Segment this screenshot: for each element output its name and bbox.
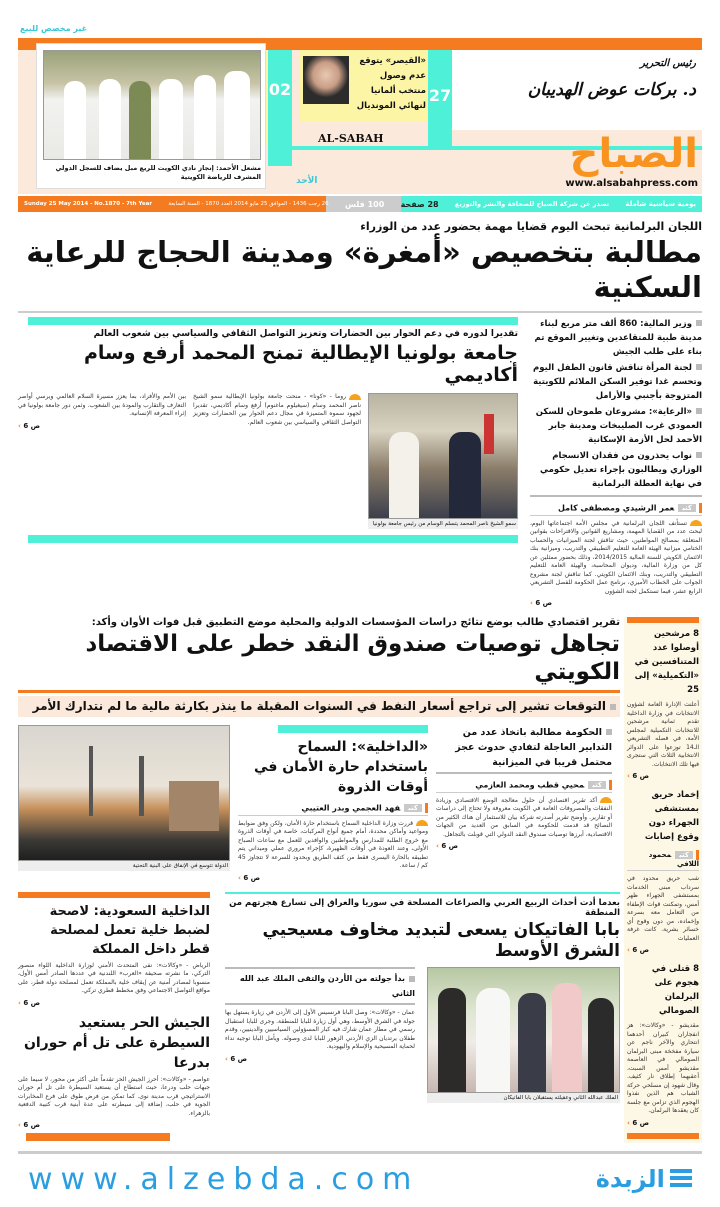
kaiser-title: «القيصر» يتوقع عدم وصول منتخب ألمانيا لنهائي المونديال (356, 56, 426, 111)
pope-bullet: بدأ جولته من الأردن والتقى الملك عبد الله الثاني (239, 974, 415, 999)
page-ref[interactable]: ‹ ص 6 (238, 873, 261, 882)
imf-kicker: تقرير اقتصادي طالب بوضع نتائج دراسات المؤسسات الدولية والمحلية موضع التطبيق قبل فوات الأوان وأكد: (91, 617, 620, 629)
imf-headline[interactable]: تجاهل توصيات صندوق النقد خطر على الاقتصاد الكويتي (85, 631, 620, 685)
bullet-item[interactable]: نواب يحذرون من فقدان الانسجام الوزاري ويطالبون بإجراء تعديل حكومي في نهاية العطلة البرلمانية (540, 450, 702, 489)
pope-kicker: بعدما أدت أحداث الربيع العربي والصراعات المسلحة في سوريا والعراق إلى تسارع هجرتهم من المنطقة (229, 897, 620, 919)
editor-label: رئيس التحرير (640, 58, 696, 69)
editor-name: د. بركات عوض الهديبان (527, 80, 696, 100)
logo-ar: الصباح (569, 131, 698, 177)
day-label: الأحد (296, 176, 318, 186)
not-for-sale-label: غير مخصص للبيع (20, 24, 88, 33)
page-ref[interactable]: ‹ ص 6 (627, 1118, 650, 1127)
tagline: يومية سياسية شاملة (625, 200, 696, 208)
lead-byline: كتبعمر الرشيدي ومصطفى كامل (530, 501, 702, 516)
date-en: Sunday 25 May 2014 - No.1870 - 7th Year (24, 201, 153, 207)
bologna-photo (368, 393, 518, 519)
teaser-caption: مشعل الأحمد: إنجاز نادي الكويت للريع مبل يضاف للسجل الدولي المشرف للرياضة الكويتية (55, 164, 261, 181)
teaser-photo (43, 50, 261, 160)
header (0, 0, 720, 218)
page-ref[interactable]: ‹ ص 6 (530, 599, 553, 608)
right-sidebar (624, 617, 702, 1143)
sidebar-body-3: مقديشو - «وكالات»: هز انفجاران كبيران أحدهما انتحاري والآخر ناجم عن سيارة مفخخة مبنى البرلمان الصومالي في العاصمة مقديشو أمس السبت، أعقبهما إطلاق نار كثيف. وقال شهود إن مسلحي حركة الشباب هم الذين نفذوا الهجوم الذي تزامن مع جلسة كان يعقدها البرلمان. (627, 1022, 699, 1115)
teaser-page-27[interactable] (428, 50, 452, 150)
syria-body: عواصم - «وكالات»: أحرز الجيش الحر تقدماً على أكثر من محور، لا سيما على جبهات حلب ودرعا، حيث استطاع أن يستعيد السيطرة على تل أم حوران الاستراتيجي قرب مدينة نوى. كما تمكن من فرض طوق على فرع المخابرات الجوية في حلب، إضافة إلى سيطرته على عدة أبنية قرب كتيبة الدفعية بالزهراء. (18, 1075, 210, 1117)
date-bar (18, 196, 702, 212)
footer-logo: الزبدة (596, 1165, 692, 1193)
page-ref[interactable]: ‹ ص 6 (627, 772, 650, 781)
bullet-item[interactable]: وزير المالية: 860 ألف متر مربع لبناء مدينة طبية للمتقاعدين وتغيير الموقع تم بناء على طلب الجيش (534, 318, 702, 357)
teaser-page-02[interactable] (268, 50, 292, 166)
refinery-photo (18, 725, 230, 861)
bullet-item[interactable]: «الرعاية»: مشروعان طموحان للسكن العمودي غرب الصليبخات ومدينة جابر الأحمد لحل الأزمة الإسكانية (535, 406, 702, 445)
masthead (18, 38, 702, 194)
sidebar-byline-2: كتبمحمود اللافي (627, 848, 699, 871)
pope-caption: الملك عبدالله الثاني وعقيلته يستقبلان بابا الفاتيكان (427, 1093, 620, 1103)
menu-lines-icon (670, 1169, 692, 1189)
interior-headline[interactable]: «الداخلية»: السماح باستخدام حارة الأمان في أوقات الذروة (254, 738, 428, 795)
sidebar-headline-3[interactable]: 8 قتلى في هجوم على البرلمان الصومالي (651, 964, 699, 1017)
page-ref[interactable]: ‹ ص 6 (627, 946, 650, 955)
bologna-kicker: تقديرا لدوره في دعم الحوار بين الحضارات وتعزيز التواصل الثقافي والسياسي بين شعوب العالم (93, 328, 518, 339)
accent-bar (28, 317, 518, 325)
imf-deck: التوقعات تشير إلى تراجع أسعار النفط في السنوات المقبلة ما ينذر بكارثة مالية ما لم نتدارك الأمر (18, 696, 620, 716)
sidebar-body-2: شب حريق محدود في سرداب مبنى الخدمات بمستشفى الجهراء ظهر أمس، وتمكنت قوات الإطفاء من التعامل معه بسرعة وإخماده، من دون وقوع أي خسائر بشرية. كانت غرفة العمليات (627, 875, 699, 942)
teaser-photo-frame[interactable] (36, 43, 266, 189)
pope-body: عمان - «وكالات»: وصل البابا فرنسيس الأول إلى الأردن في زيارة يستهل بها جولة في الشرق الأوسط، وهي أول زيارة للبابا للمنطقة. وجرى للبابا استقبال رسمي في مطار عمان شارك فيه كبار المسؤولين السياسيين والدينيين، وقدم طفلان يرتديان الزي الأردني الزهور للبابا لدى وصوله. ويأمل البابا توجيه نداء لحماية المسيحية والإسلام واليهودية. (225, 1009, 415, 1051)
teaser-kaiser[interactable] (300, 50, 428, 122)
sidebar-headline-2[interactable]: إخماد حريق بمستشفى الجهراء دون وقوع إصابات (644, 790, 699, 843)
page-number: 27 (428, 86, 452, 105)
page-number: 02 (268, 80, 292, 99)
page-ref[interactable]: ‹ ص 6 (18, 1121, 41, 1130)
publisher: تصدر عن شركة الصباح للصحافة والنشر والتوزيع (454, 200, 610, 208)
lead-body: تستأنف اللجان البرلمانية في مجلس الأمة اجتماعاتها اليوم، لبحث عدد من القضايا المهمة، ومشاريع القوانين والاقتراحات بقوانين المتعلقة بمصالح المواطنين، حيث تناقش لجنة الميزانيات والحساب الختامي ميزانية الهيئة العامة للتعليم التطبيقي والتدريب، وميزانية بنك الائتمان الكويتي للسنة المالية 2014/2015، وذلك بحضور ممثلين عن كل من وزارة المالية، وديوان المحاسبة، والهيئة العامة للتعليم التطبيقي والتدريب، وبنك الائتمان الكويتي. كما تناقش لجنة مشروع الجواب على الخطاب الأميري، برنامج عمل الحكومة للفصل التشريعي الرابع عشر، فيما تستكمل لجنة الشؤون (530, 519, 702, 595)
saudi-body: الرياض - «وكالات»: نفى المتحدث الأمني لوزارة الداخلية اللواء منصور التركي، ما نشرته صحيفة «العرب» اللندنية في عددها الصادر أمس الأول، منسوبا لمصادر أمنية عن إيقاف خلية بالمملكة تعمل لمصلحة دولة قطر، على مواقع التواصل الاجتماعي وفق مخطط قطري تركي. (18, 961, 210, 995)
lead-headline[interactable]: مطالبة بتخصيص «أمغرة» ومدينة الحجاج للرعاية السكنية (26, 235, 702, 304)
bologna-body-2: بين الأمم والأفراد، بما يعزز مسيرة السلام العالمي ويرسي أواصر التعارف والتقارب والمودة بين الشعوب. وثمن دور جامعة بولونيا في إثراء المعرفة الإنسانية. (18, 393, 186, 418)
refinery-caption: الدولة تتوسع في الإنفاق على البنية التحتية (18, 861, 230, 871)
lead-bullets (530, 317, 702, 491)
kaiser-photo (303, 56, 349, 104)
bologna-caption: سمو الشيخ ناصر المحمد يتسلم الوسام من رئيس جامعة بولونيا (368, 519, 518, 529)
interior-byline: كتبفهد العجمي وبدر العتيبي (238, 801, 428, 816)
syria-headline[interactable]: الجيش الحر يستعيد السيطرة على تل أم حوران بدرعا (23, 1014, 210, 1071)
sidebar-body-1: أعلنت الإدارة العامة لشؤون الانتخابات في وزارة الداخلية تقدم ثمانية مرشحين للانتخابات التكميلية لمجلس الأمة، في فصله التشريعي الـ14 توزعوا على الدوائر الانتخابية الثلاث التي ستجرى فيها تلك الانتخابات. (627, 701, 699, 768)
saudi-headline[interactable]: الداخلية السعودية: لاصحة لضبط خلية تعمل لمصلحة قطر داخل المملكة (49, 903, 210, 957)
bullet-item[interactable]: لجنة المرأة تناقش قانون الطفل اليوم وتحسم غدا توفير السكن الملائم للكويتية المتزوجة بأجنبي والأرامل (533, 362, 702, 401)
footer (18, 1154, 702, 1207)
lead-kicker: اللجان البرلمانية تبحث اليوم قضايا مهمة بحضور عدد من الوزراء (360, 220, 702, 233)
date-ar: 26 رجب 1436 - الموافق 25 مايو 2014 العدد 1870 - السنة السابعة (168, 201, 329, 207)
logo-en: AL-SABAH (318, 132, 384, 145)
bologna-headline[interactable]: جامعة بولونيا الإيطالية تمنح المحمد أرفع وسام أكاديمي (83, 341, 518, 387)
price: 100 فلس (344, 199, 385, 209)
pope-headline[interactable]: بابا الفاتيكان يسعى لتبديد مخاوف مسيحيي الشرق الأوسط (262, 920, 620, 961)
footer-url[interactable]: www.alzebda.com (28, 1161, 420, 1197)
imf-byline: كتبمحيي قطب ومحمد العازمي (436, 778, 612, 793)
page-ref[interactable]: ‹ ص 6 (225, 1054, 248, 1063)
page-ref[interactable]: ‹ ص 6 (18, 421, 41, 430)
bologna-body: روما - «كونا» - منحت جامعة بولونيا الإيطالية سمو الشيخ ناصر المحمد وسام (سيغيلوم ماغنوم) أرفع وسام أكاديمي، تقديرا لجهود سموه المتميزة في مجال دعم الحوار بين الحضارات وتعزيز التواصل الثقافي والسياسي بين شعوب العالم. (193, 393, 361, 426)
site-url[interactable]: www.alsabahpress.com (565, 178, 698, 189)
page-count: 28 صفحة (400, 199, 439, 209)
imf-body: أكد تقرير اقتصادي أن حلول معالجة الوضع الاقتصادي وزيادة النفقات والمصروفات العامة في الكويت معروفة ولا تحتاج إلى دراسات أو تقارير. وأوضح تقرير أصدرته شركة بيان للاستثمار أن هناك الكثير من النصائح قد قدمت للحكومة في السابق من العديد من الجهات الاقتصادية، أبرزها توصيات صندوق النقد الدولي التي قوبلت بالتجاهل. (436, 796, 612, 838)
interior-body: قررت وزارة الداخلية السماح باستخدام حارة الأمان، ولكن وفق ضوابط ومواعيد وأماكن محددة، أمام جميع أنواع المركبات، خاصة في أوقات الذروة مع خروج الطلبة للمدارس والمواطنين والوافدين للعمل مع ساعات الصباح الأولى، وعند العودة في أوقات الظهيرة، كإجراء مروري عملي وميداني يتم تطبيقه بالحارة اليسرى فقط من كتف الطريق وبحدود للسرعة لا تتجاوز 45 كم / ساعة. (238, 819, 428, 870)
sidebar-headline-1[interactable]: 8 مرشحين أوصلوا عدد المتنافسين في «التكميلية» إلى 25 (634, 629, 699, 696)
page-ref[interactable]: ‹ ص 6 (18, 998, 41, 1007)
imf-subhead: الحكومة مطالبة باتخاذ عدد من التدابير العاجلة لتفادي حدوث عجز محتمل قريبا في الميزانية (436, 725, 612, 774)
pope-photo (427, 967, 620, 1093)
page-ref[interactable]: ‹ ص 6 (436, 842, 459, 851)
